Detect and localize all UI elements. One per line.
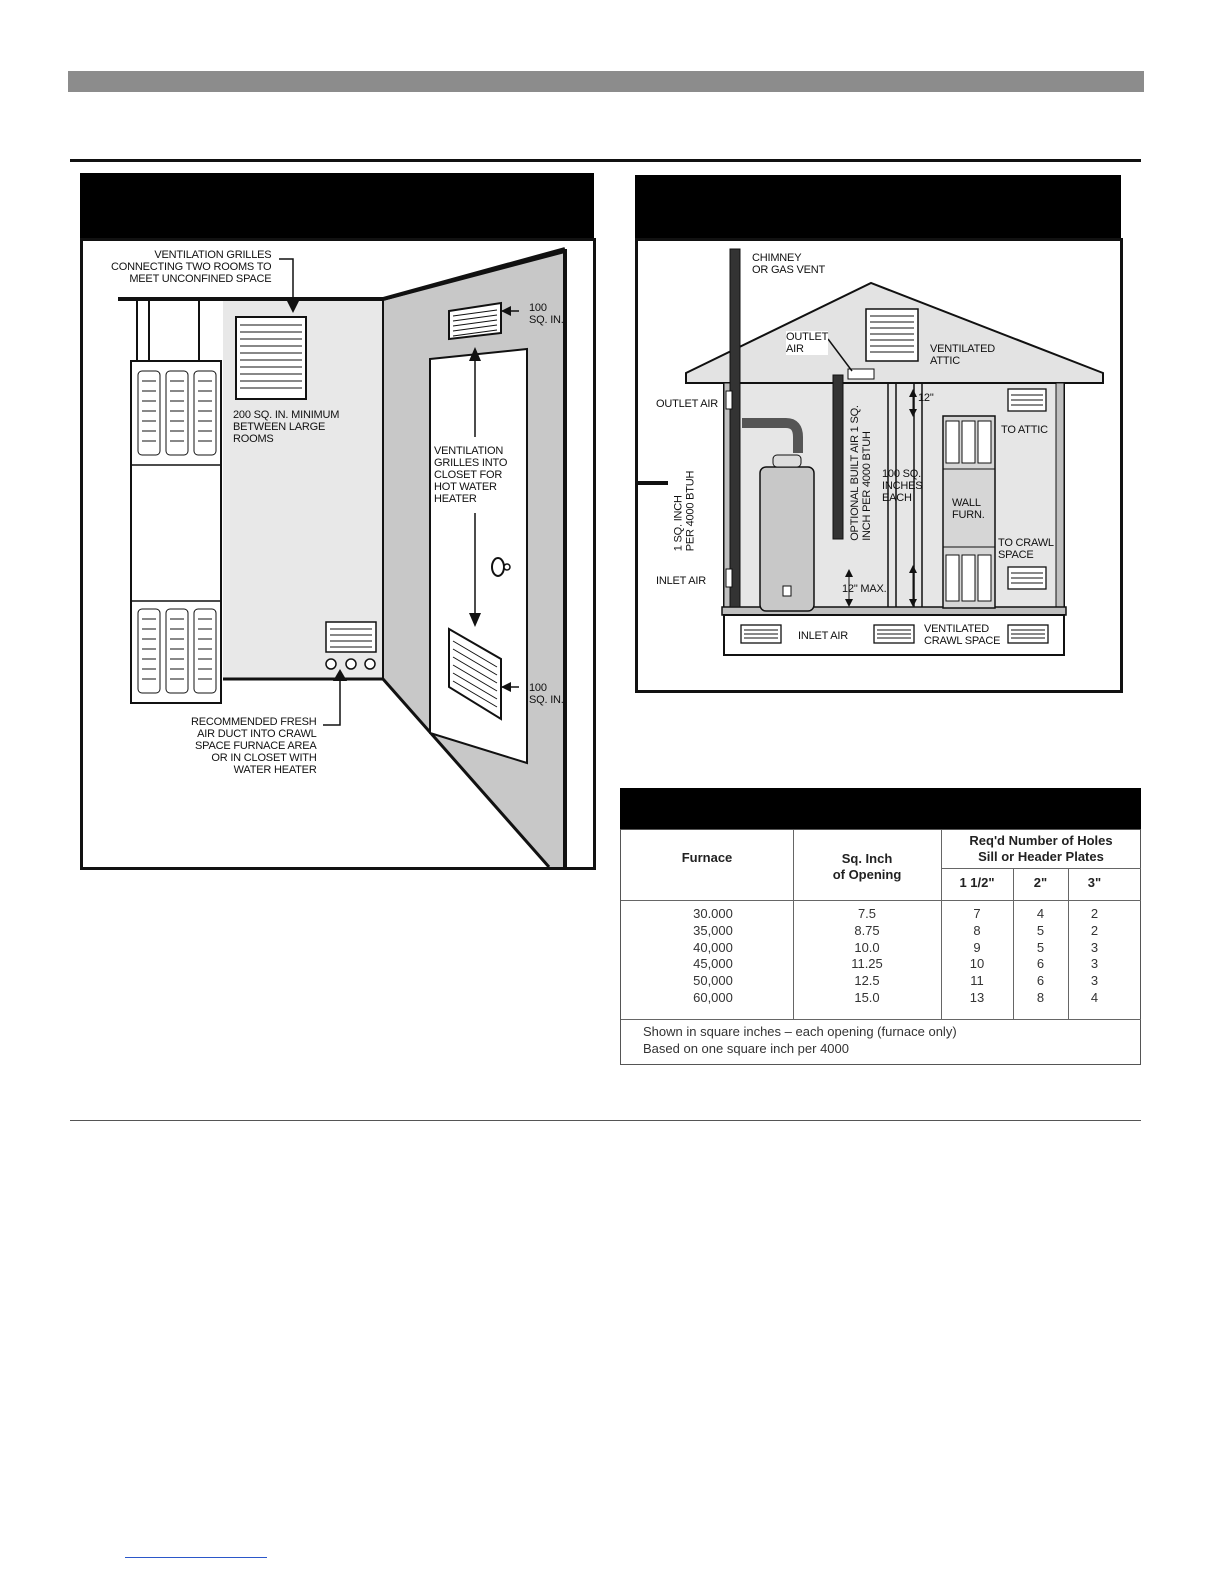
column-header-holes: Req'd Number of Holes Sill or Header Plates [969, 833, 1113, 864]
label-to-crawl-space: TO CRAWL SPACE [998, 537, 1054, 561]
label-grilles-closet: VENTILATION GRILLES INTO CLOSET FOR HOT WATER HEATER [434, 445, 508, 505]
sub-header-1-5-inch: 1 1/2" [959, 875, 995, 890]
label-grilles-connecting: VENTILATION GRILLES CONNECTING TWO ROOMS TO MEET UNCONFINED SPACE [111, 249, 272, 285]
label-inlet-air-bottom: INLET AIR [798, 630, 848, 642]
column-header-furnace: Furnace [681, 850, 733, 865]
column-3-inch-values: 2 2 3 3 3 4 [1090, 906, 1099, 1005]
column-sq-inch-values: 7.5 8.75 10.0 11.25 12.5 15.0 [851, 906, 883, 1005]
header-bar [68, 71, 1144, 92]
label-optional-built-air: OPTIONAL BUILT AIR 1 SQ. INCH PER 4000 BTUH [848, 405, 873, 541]
column-header-sq-inch: Sq. Inch of Opening [832, 851, 902, 882]
label-100-sq-in-bottom: 100 SQ. IN. [529, 682, 564, 706]
label-ventilated-attic: VENTILATED ATTIC [930, 343, 996, 367]
room-ventilation-diagram [83, 241, 593, 867]
column-2-inch-values: 4 5 5 6 6 8 [1036, 906, 1045, 1005]
table-header-bar [620, 788, 1141, 829]
label-100-sq-in-top: 100 SQ. IN. [529, 302, 564, 326]
top-rule [70, 159, 1141, 162]
right-figure [635, 238, 1123, 693]
label-chimney: CHIMNEY OR GAS VENT [752, 252, 825, 276]
opening-size-table [620, 788, 1141, 1065]
left-figure [80, 238, 596, 870]
label-12-inch: 12" [918, 392, 934, 404]
table-divider [621, 900, 1141, 901]
right-figure-header [635, 175, 1121, 241]
label-to-attic: TO ATTIC [1001, 424, 1048, 436]
label-outlet-air-top: OUTLET AIR [786, 331, 829, 355]
label-one-sq-inch: 1 SQ. INCH PER 4000 BTUH [672, 470, 697, 552]
label-fresh-air-duct: RECOMMENDED FRESH AIR DUCT INTO CRAWL SPACE FURNACE AREA OR IN CLOSET WITH WATER HEATER [191, 716, 317, 776]
label-ventilated-crawl: VENTILATED CRAWL SPACE [924, 623, 1001, 647]
label-12-max: 12" MAX. [842, 583, 887, 595]
table-note-2: Based on one square inch per 4000 [643, 1041, 849, 1056]
link-underline[interactable] [125, 1557, 267, 1558]
table-divider [621, 1019, 1141, 1020]
label-outlet-air-left: OUTLET AIR [656, 398, 718, 410]
label-200-sq-in: 200 SQ. IN. MINIMUM BETWEEN LARGE ROOMS [233, 409, 340, 445]
table-body [620, 829, 1141, 1065]
sub-header-3-inch: 3" [1087, 875, 1102, 890]
left-figure-header [80, 173, 594, 241]
table-note-1: Shown in square inches – each opening (furnace only) [643, 1024, 957, 1039]
table-divider [941, 868, 1141, 869]
label-100-sq-inches: 100 SQ. INCHES EACH [882, 468, 923, 504]
column-furnace-values: 30.000 35,000 40,000 45,000 50,000 60,000 [693, 906, 733, 1005]
house-ventilation-diagram [638, 241, 1120, 690]
bottom-rule [70, 1120, 1141, 1121]
label-inlet-air-left: INLET AIR [656, 575, 706, 587]
sub-header-2-inch: 2" [1033, 875, 1048, 890]
label-wall-furnace: WALL FURN. [952, 497, 985, 521]
column-1-5-inch-values: 7 8 9 10 11 13 [969, 906, 985, 1005]
